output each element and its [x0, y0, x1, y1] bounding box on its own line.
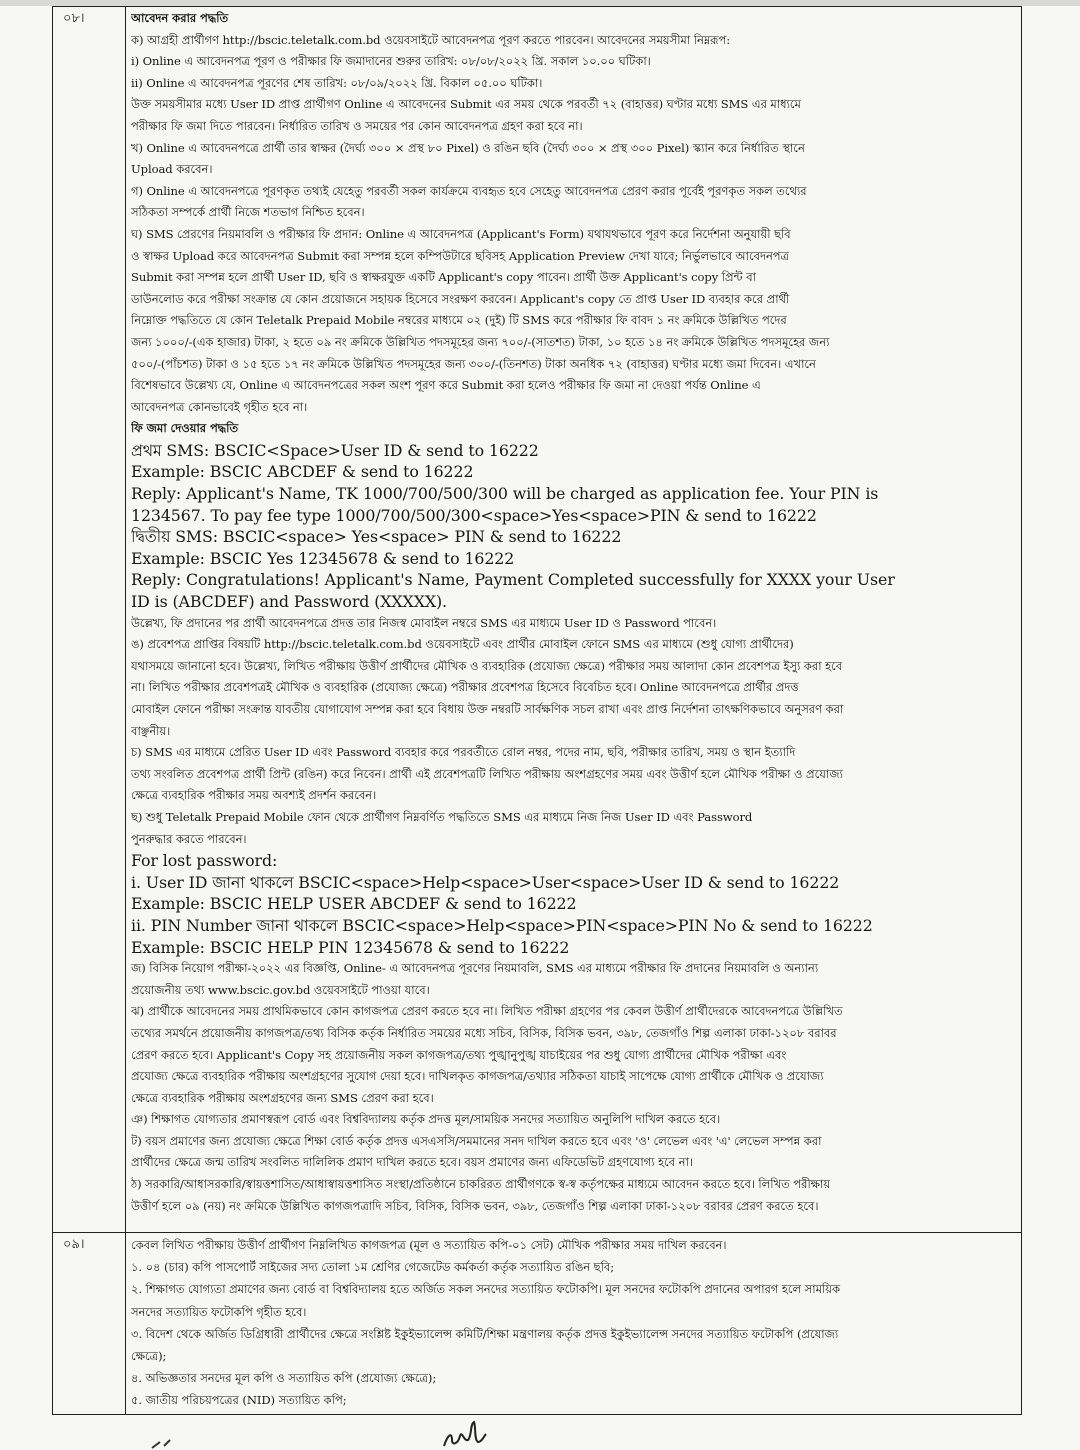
text-line: ও স্বাক্ষর Upload করে আবেদনপত্র Submit করা সম্পন্ন হলে কম্পিউটারে ছবিসহ Application Preview দেখা যাবে; নির্ভুলভাবে আবেদনপত্র — [131, 248, 789, 263]
text-line: ২. শিক্ষাগত যোগ্যতা প্রমাণের জন্য বোর্ড বা বিশ্ববিদ্যালয় হতে অর্জিত সকল সনদের সত্যায়িত ফটোকপি। মূল সনদের ফটোকপি প্রদানের অপারগ হলে সাময়িক — [131, 1282, 840, 1297]
text-line: ছ) শুধু Teletalk Prepaid Mobile ফোন থেকে প্রার্থীগণ নিম্নবর্ণিত পদ্ধতিতে SMS এর মাধ্যমে নিজ নিজ User ID এবং Password — [131, 809, 753, 824]
text-line: উল্লেখ্য, ফি প্রদানের পর প্রার্থী আবেদনপত্রে প্রদত্ত তার নিজস্ব মোবাইল নম্বরে SMS এর মাধ্যমে User ID ও Password পাবেন। — [131, 615, 717, 630]
text-line: প্রার্থীদের ক্ষেত্রে জন্ম তারিখ সংবলিত দালিলিক প্রমাণ দাখিল করতে হবে। বয়স প্রমাণের জন্য এফিডেভিট গ্রহণযোগ্য হবে না। — [131, 1155, 693, 1170]
text-line: সনদের সত্যায়িত ফটোকপি গৃহীত হবে। — [131, 1304, 307, 1319]
text-line: না। লিখিত পরীক্ষার প্রবেশপত্রই মৌখিক ও ব্যবহারিক (প্রযোজ্য ক্ষেত্রে) পরীক্ষার প্রবেশপত্র হিসেবে বিবেচিত হবে। Online আবেদনপত্রে প্রার্থীর প্রদত্ত — [131, 680, 799, 695]
section-content — [126, 1233, 1022, 1415]
text-line: i. User ID জানা থাকলে BSCIC<space>Help<space>User<space>User ID & send to 16222 — [131, 872, 840, 892]
text-line: উত্তীর্ণ হলে ০৯ (নয়) নং ক্রমিকে উল্লিখিত কাগজপত্রাদি সচিব, বিসিক, বিসিক ভবন, ৩৯৮, তেজগাঁও শিল্প এলাকা ঢাকা-১২০৮ বরাবর প্রেরণ করতে হবে। — [131, 1198, 819, 1213]
text-line: Example: BSCIC ABCDEF & send to 16222 — [131, 462, 474, 482]
signature-mark — [440, 1416, 490, 1450]
notice-table — [52, 6, 1022, 1415]
text-line: Example: BSCIC HELP PIN 12345678 & send to 16222 — [131, 937, 570, 957]
text-line: ঙ) প্রবেশপত্র প্রাপ্তির বিষয়টি http://bscic.teletalk.com.bd ওয়েবসাইটে এবং প্রার্থীর মোবাইল ফোনে SMS এর মাধ্যমে (শুধু যোগ্য প্রার্থীদের) — [131, 637, 794, 652]
section-number: ০৮। — [53, 7, 126, 1233]
text-line: জন্য ১০০০/-(এক হাজার) টাকা, ২ হতে ০৯ নং ক্রমিকে উল্লিখিত পদসমূহের জন্য ৭০০/-(সাতশত) টাকা, ১০ হতে ১৪ নং ক্রমিকে উল্লিখিত পদসমূহের জন্য — [131, 334, 830, 349]
text-line: কেবল লিখিত পরীক্ষায় উত্তীর্ণ প্রার্থীগণ নিম্নলিখিত কাগজপত্র (মূল ও সত্যায়িত কপি-০১ সেট) মৌখিক পরীক্ষার সময় দাখিল করবেন। — [131, 1238, 727, 1252]
text-line: প্রয়োজনীয় তথ্য www.bscic.gov.bd ওয়েবসাইটে পাওয়া যাবে। — [131, 982, 430, 997]
text-line: ক্ষেত্রে ব্যবহারিক পরীক্ষায় অংশগ্রহণের জন্য SMS প্রেরণ করা হবে। — [131, 1090, 434, 1105]
text-line: ক্ষেত্রে); — [131, 1349, 167, 1364]
section-content — [126, 7, 1022, 1233]
text-line: ঞ) শিক্ষাগত যোগ্যতার প্রমাণস্বরূপ বোর্ড এবং বিশ্ববিদ্যালয় কর্তৃক প্রদত্ত মূল/সাময়িক সনদের সত্যায়িত অনুলিপি দাখিল করতে হবে। — [131, 1112, 721, 1127]
text-line: Reply: Congratulations! Applicant's Name, Payment Completed successfully for XXXX your User — [131, 570, 895, 590]
text-line: ii) Online এ আবেদনপত্র পূরণের শেষ তারিখ: ০৮/০৯/২০২২ খ্রি. বিকাল ০৫.০০ ঘটিকা। — [131, 75, 543, 90]
text-line: Submit করা সম্পন্ন হলে প্রার্থী User ID, ছবি ও স্বাক্ষরযুক্ত একটি Applicant's copy পাবেন। প্রার্থী উক্ত Applicant's copy প্রিন্ট বা — [131, 270, 756, 285]
text-line: ক্ষেত্রে ব্যবহারিক পরীক্ষার সময় অবশ্যই প্রদর্শন করবেন। — [131, 788, 377, 803]
text-line: ii. PIN Number জানা থাকলে BSCIC<space>Help<space>PIN<space>PIN No & send to 16222 — [131, 915, 873, 935]
text-line: মোবাইল ফোনে পরীক্ষা সংক্রান্ত যাবতীয় যোগাযোগ সম্পন্ন করা হবে বিধায় উক্ত নম্বরটি সার্বক্ষণিক সচল রাখা এবং প্রাপ্ত নির্দেশনা তাৎক্ষণিকভাবে অনুসরণ করা — [131, 702, 844, 716]
section-heading: ফি জমা দেওয়ার পদ্ধতি — [131, 421, 239, 436]
text-line: তথ্যের সমর্থনে প্রয়োজনীয় কাগজপত্র/তথ্য বিসিক কর্তৃক নির্ধারিত সময়ের মধ্যে সচিব, বিসিক, বিসিক ভবন, ৩৯৮, তেজগাঁও শিল্প এলাকা ঢাকা-১২০৮ বরাবর — [131, 1025, 837, 1040]
text-line: খ) Online এ আবেদনপত্রে প্রার্থী তার স্বাক্ষর (দৈর্ঘ্য ৩০০ × প্রস্থ ৮০ Pixel) ও রঙিন ছবি (দৈর্ঘ্য ৩০০ × প্রস্থ ৩০০ Pixel) স্ক্যান করে নির্ধারিত স্থানে — [131, 140, 805, 155]
text-line: 1234567. To pay fee type 1000/700/500/300<space>Yes<space>PIN & send to 16222 — [131, 505, 817, 525]
text-line: তথ্য সংবলিত প্রবেশপত্র প্রার্থী প্রিন্ট (রঙিন) করে নিবেন। প্রার্থী এই প্রবেশপত্রটি লিখিত পরীক্ষায় অংশগ্রহণের সময় এবং উত্তীর্ণ হলে মৌখিক পরীক্ষা ও প্রযোজ্য — [131, 766, 843, 781]
text-line: ঘ) SMS প্রেরণের নিয়মাবলি ও পরীক্ষার ফি প্রদান: Online এ আবেদনপত্র (Applicant's Form) যথাযথভাবে পূরণ করে নির্দেশনা অনুযায়ী ছবি — [131, 226, 791, 241]
text-line: প্রেরণ করতে হবে। Applicant's Copy সহ প্রয়োজনীয় সকল কাগজপত্র/তথ্য পুঙ্খানুপুঙ্খ যাচাইয়ের পর শুধু যোগ্য প্রার্থীদের মৌখিক পরীক্ষা এবং — [131, 1047, 787, 1062]
text-line: গ) Online এ আবেদনপত্রে পূরণকৃত তথ্যই যেহেতু পরবর্তী সকল কার্যক্রমে ব্যবহৃত হবে সেহেতু আবেদনপত্র প্রেরণ করার পূর্বেই পূরণকৃত সকল তথ্যের — [131, 183, 807, 198]
text-line: আবেদনপত্র কোনভাবেই গৃহীত হবে না। — [131, 399, 308, 414]
text-line: Example: BSCIC HELP USER ABCDEF & send to 16222 — [131, 894, 577, 914]
text-line: পরীক্ষার ফি জমা দিতে পারবেন। নির্ধারিত তারিখ ও সময়ের পর কোন আবেদনপত্র গ্রহণ করা হবে না। — [131, 118, 583, 133]
text-line: ১. ০৪ (চার) কপি পাসপোর্ট সাইজের সদ্য তোলা ১ম শ্রেণির গেজেটেড কর্মকর্তা কর্তৃক সত্যায়িত রঙিন ছবি; — [131, 1260, 615, 1275]
text-line: চ) SMS এর মাধ্যমে প্রেরিত User ID এবং Password ব্যবহার করে পরবর্তীতে রোল নম্বর, পদের নাম, ছবি, পরীক্ষার তারিখ, সময় ও স্থান ইত্যাদি — [131, 745, 796, 760]
section-row-09 — [53, 1233, 1022, 1415]
text-line: বাঞ্ছনীয়। — [131, 723, 171, 738]
text-line: উক্ত সময়সীমার মধ্যে User ID প্রাপ্ত প্রার্থীগণ Online এ আবেদনের Submit এর সময় থেকে পরবর্তী ৭২ (বাহাত্তর) ঘণ্টার মধ্যে SMS এর মাধ্যমে — [131, 97, 801, 112]
text-line: Upload করবেন। — [131, 162, 213, 177]
text-line: ৩. বিদেশ থেকে অর্জিত ডিগ্রিধারী প্রার্থীদের ক্ষেত্রে সংশ্লিষ্ট ইকুইভ্যালেন্স কমিটি/শিক্ষা মন্ত্রণালয় কর্তৃক প্রদত্ত ইকুইভ্যালেন্স সনদের সত্যায়িত ফটোকপি (প্রযোজ্য — [131, 1326, 839, 1341]
text-line: ঠ) সরকারি/আধাসরকারি/স্বায়ত্তশাসিত/আধাস্বায়ত্তশাসিত সংস্থা/প্রতিষ্ঠানে চাকরিরত প্রার্থীগণকে স্ব-স্ব কর্তৃপক্ষের মাধ্যমে আবেদন করতে হবে। লিখিত পরীক্ষায় — [131, 1177, 831, 1192]
text-line: জ) বিসিক নিয়োগ পরীক্ষা-২০২২ এর বিজ্ঞপ্তি, Online- এ আবেদনপত্র পূরণের নিয়মাবলি, SMS এর মাধ্যমে পরীক্ষার ফি প্রদানের নিয়মাবলি ও অন্যান্য — [131, 961, 819, 976]
text-line: সঠিকতা সম্পর্কে প্রার্থী নিজে শতভাগ নিশ্চিত হবেন। — [131, 205, 365, 220]
text-line: ঝ) প্রার্থীকে আবেদনের সময় প্রাথমিকভাবে কোন কাগজপত্র প্রেরণ করতে হবে না। লিখিত পরীক্ষা গ্রহণের পর কেবল উত্তীর্ণ প্রার্থীদেরকে আবেদনপত্রে উল্লিখিত — [131, 1004, 843, 1019]
text-line: i) Online এ আবেদনপত্র পূরণ ও পরীক্ষার ফি জমাদানের শুরুর তারিখ: ০৮/০৮/২০২২ খ্রি. সকাল ১০.০০ ঘটিকা। — [131, 54, 651, 69]
section-number: ০৯। — [53, 1233, 126, 1415]
text-line: প্রথম SMS: BSCIC<Space>User ID & send to 16222 — [131, 440, 539, 460]
text-line: ট) বয়স প্রমাণের জন্য প্রযোজ্য ক্ষেত্রে শিক্ষা বোর্ড কর্তৃক প্রদত্ত এসএসসি/সমমানের সনদ দাখিল করতে হবে এবং 'ও' লেভেল এবং 'এ' লেভেল সম্পন্ন করা — [131, 1133, 822, 1148]
text-line: ID is (ABCDEF) and Password (XXXXX). — [131, 592, 447, 612]
text-line: নিম্নোক্ত পদ্ধতিতে যে কোন Teletalk Prepaid Mobile নম্বরের মাধ্যমে ০২ (দুই) টি SMS করে পরীক্ষার ফি বাবদ ১ নং ক্রমিকে উল্লিখিত পদের — [131, 313, 787, 328]
text-line: দ্বিতীয় SMS: BSCIC<space> Yes<space> PIN & send to 16222 — [131, 527, 622, 547]
text-line: ৪. অভিজ্ঞতার সনদের মূল কপি ও সত্যায়িত কপি (প্রযোজ্য ক্ষেত্রে); — [131, 1371, 437, 1386]
text-line: ৫০০/-(পাঁচশত) টাকা ও ১৫ হতে ১৭ নং ক্রমিকে উল্লিখিত পদসমূহের জন্য ৩০০/-(তিনশত) টাকা অনধিক ৭২ (বাহাত্তর) ঘণ্টার মধ্যে জমা দিবেন। এখানে — [131, 356, 816, 371]
text-line: For lost password: — [131, 851, 278, 871]
text-line: ৫. জাতীয় পরিচয়পত্রের (NID) সত্যায়িত কপি; — [131, 1393, 347, 1408]
text-line: ক) আগ্রহী প্রার্থীগণ http://bscic.teletalk.com.bd ওয়েবসাইটে আবেদনপত্র পূরণ করতে পারবেন। আবেদনের সময়সীমা নিম্নরূপ: — [131, 32, 731, 47]
text-line: যথাসময়ে জানানো হবে। উল্লেখ্য, লিখিত পরীক্ষায় উত্তীর্ণ প্রার্থীদের মৌখিক ও ব্যবহারিক (প্রযোজ্য ক্ষেত্রে) পরীক্ষার সময় আলাদা কোন প্রবেশপত্র ইস্যু করা হবে — [131, 658, 843, 673]
text-line: প্রযোজ্য ক্ষেত্রে ব্যবহারিক পরীক্ষায় অংশগ্রহণের সুযোগ দেয়া হবে। দাখিলকৃত কাগজপত্র/তথ্যার সঠিকতা যাচাই সাপেক্ষে যোগ্য প্রার্থীকে মৌখিক ও প্রযোজ্য — [131, 1069, 824, 1084]
text-line: বিশেষভাবে উল্লেখ্য যে, Online এ আবেদনপত্রের সকল অংশ পূরণ করে Submit করা হলেও পরীক্ষার ফি জমা না দেওয়া পর্যন্ত Online এ — [131, 378, 761, 393]
scan-mark — [150, 1438, 190, 1450]
text-line: ডাউনলোড করে পরীক্ষা সংক্রান্ত যে কোন প্রয়োজনে সহায়ক হিসেবে সংরক্ষণ করবেন। Applicant's copy তে প্রাপ্ত User ID ব্যবহার করে প্রার্থী — [131, 291, 790, 306]
text-line: Reply: Applicant's Name, TK 1000/700/500/300 will be charged as application fee. Your PIN is — [131, 484, 879, 504]
text-line: Example: BSCIC Yes 12345678 & send to 16222 — [131, 548, 515, 568]
section-row-08 — [53, 7, 1022, 1233]
text-line: পুনরুদ্ধার করতে পারবেন। — [131, 831, 247, 846]
section-heading: আবেদন করার পদ্ধতি — [131, 11, 229, 25]
